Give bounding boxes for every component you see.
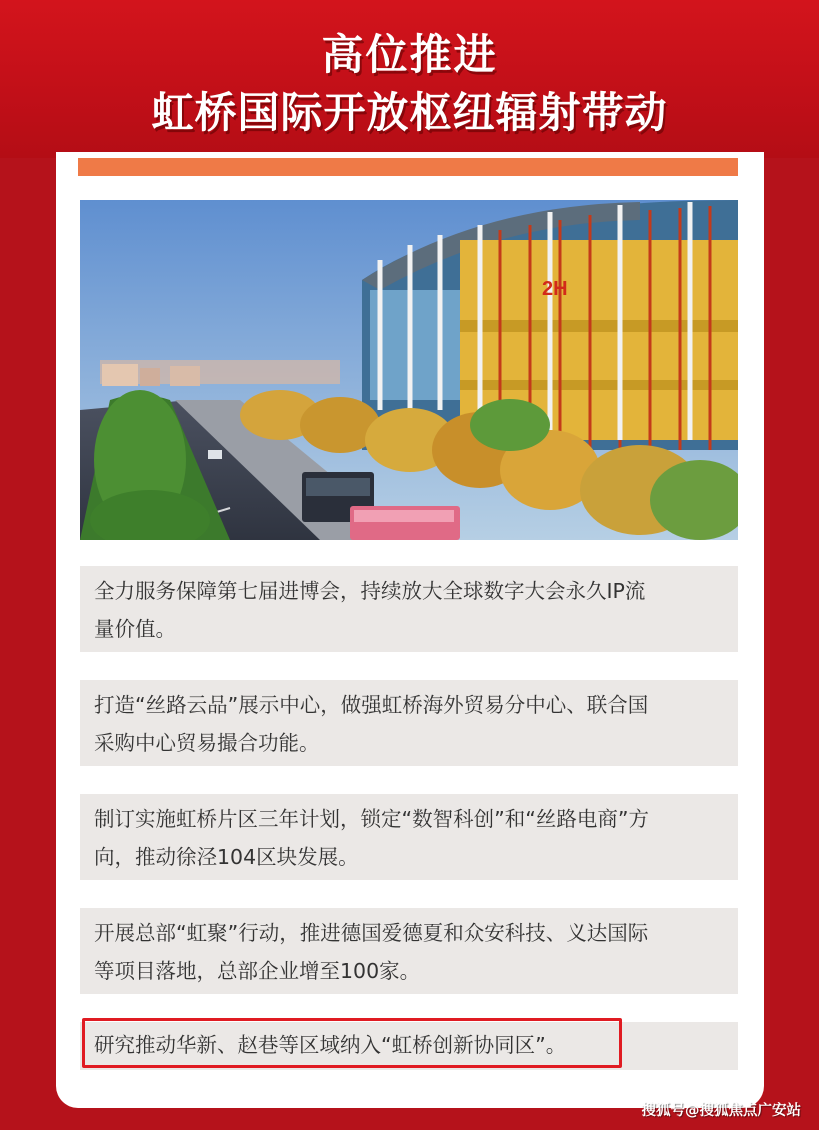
item-text-line2: 量价值。 [94,617,176,641]
page-title: 高位推进 [321,30,498,79]
list-item [80,680,738,766]
item-text-line1: 打造“丝路云品”展示中心，做强虹桥海外贸易分中心、联合国 [94,693,649,717]
item-text-line2: 等项目落地，总部企业增至100家。 [94,959,421,983]
exhibition-center-photo [80,200,738,540]
accent-bar [78,158,738,176]
list-item [80,566,738,652]
page-header [0,0,819,158]
item-text-line1: 制订实施虹桥片区三年计划，锁定“数智科创”和“丝路电商”方 [94,807,649,831]
page-subtitle: 虹桥国际开放枢纽辐射带动 [151,88,668,137]
list-item [80,794,738,880]
watermark: 搜狐号@搜狐焦点广安站 [641,1103,801,1119]
item-text-line1: 全力服务保障第七届进博会，持续放大全球数字大会永久IP流 [94,579,646,603]
item-text-line1: 研究推动华新、赵巷等区域纳入“虹桥创新协同区”。 [94,1033,567,1057]
sign-text: 2H [542,278,568,300]
item-text-line2: 采购中心贸易撮合功能。 [94,731,320,755]
highlight-box [82,1018,622,1068]
item-text-line2: 向，推动徐泾104区块发展。 [94,845,359,869]
item-text-line1: 开展总部“虹聚”行动，推进德国爱德夏和众安科技、义达国际 [94,921,649,945]
list-item [80,908,738,994]
